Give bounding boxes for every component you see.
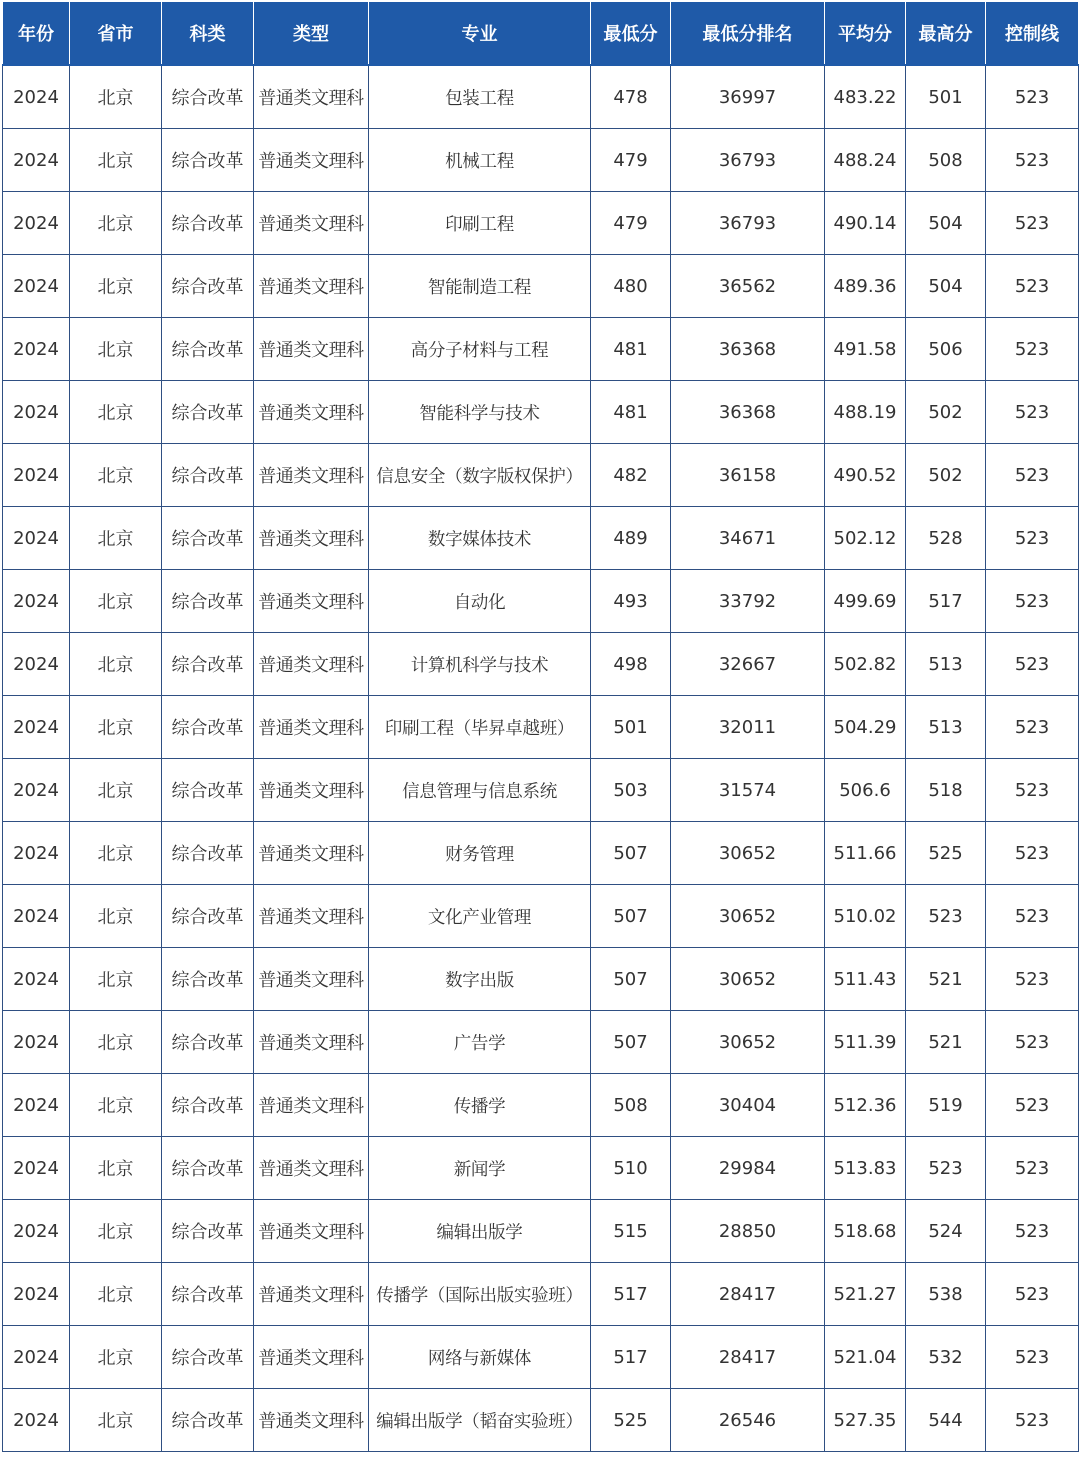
year-cell: 2024 bbox=[3, 1074, 70, 1137]
category-cell: 综合改革 bbox=[162, 1011, 254, 1074]
year-cell: 2024 bbox=[3, 1200, 70, 1263]
table-row bbox=[3, 759, 1079, 822]
max-score-cell: 521 bbox=[906, 948, 986, 1011]
category-cell: 综合改革 bbox=[162, 129, 254, 192]
category-cell: 综合改革 bbox=[162, 1137, 254, 1200]
category-cell: 综合改革 bbox=[162, 1074, 254, 1137]
min-rank-cell: 36793 bbox=[671, 192, 825, 255]
min-rank-cell: 30652 bbox=[671, 1011, 825, 1074]
year-cell: 2024 bbox=[3, 255, 70, 318]
avg-score-cell: 504.29 bbox=[825, 696, 906, 759]
table-body bbox=[3, 65, 1079, 1452]
major-cell: 财务管理 bbox=[369, 822, 591, 885]
avg-score-cell: 511.66 bbox=[825, 822, 906, 885]
min-rank-cell: 36368 bbox=[671, 381, 825, 444]
type-cell: 普通类文理科 bbox=[254, 507, 369, 570]
min-rank-cell: 36793 bbox=[671, 129, 825, 192]
min-rank-cell: 30404 bbox=[671, 1074, 825, 1137]
major-cell: 信息管理与信息系统 bbox=[369, 759, 591, 822]
province-cell: 北京 bbox=[70, 1326, 162, 1389]
avg-score-cell: 483.22 bbox=[825, 65, 906, 129]
min-rank-cell: 36997 bbox=[671, 65, 825, 129]
control-line-cell: 523 bbox=[986, 696, 1079, 759]
control-line-cell: 523 bbox=[986, 381, 1079, 444]
type-cell: 普通类文理科 bbox=[254, 1326, 369, 1389]
type-cell: 普通类文理科 bbox=[254, 381, 369, 444]
min-rank-cell: 26546 bbox=[671, 1389, 825, 1452]
min-rank-cell: 30652 bbox=[671, 822, 825, 885]
year-cell: 2024 bbox=[3, 381, 70, 444]
min-score-cell: 525 bbox=[591, 1389, 671, 1452]
max-score-cell: 538 bbox=[906, 1263, 986, 1326]
min-score-cell: 517 bbox=[591, 1263, 671, 1326]
major-cell: 高分子材料与工程 bbox=[369, 318, 591, 381]
control-line-cell: 523 bbox=[986, 507, 1079, 570]
category-cell: 综合改革 bbox=[162, 885, 254, 948]
max-score-cell: 508 bbox=[906, 129, 986, 192]
category-cell: 综合改革 bbox=[162, 1389, 254, 1452]
type-cell: 普通类文理科 bbox=[254, 822, 369, 885]
avg-score-cell: 510.02 bbox=[825, 885, 906, 948]
major-cell: 计算机科学与技术 bbox=[369, 633, 591, 696]
max-score-cell: 501 bbox=[906, 65, 986, 129]
province-cell: 北京 bbox=[70, 1200, 162, 1263]
min-rank-cell: 32011 bbox=[671, 696, 825, 759]
category-cell: 综合改革 bbox=[162, 381, 254, 444]
min-score-cell: 503 bbox=[591, 759, 671, 822]
table-row bbox=[3, 507, 1079, 570]
year-cell: 2024 bbox=[3, 65, 70, 129]
year-cell: 2024 bbox=[3, 1263, 70, 1326]
header-row bbox=[3, 2, 1079, 66]
min-score-cell: 489 bbox=[591, 507, 671, 570]
table-row bbox=[3, 1137, 1079, 1200]
control-line-cell: 523 bbox=[986, 1011, 1079, 1074]
avg-score-cell: 502.12 bbox=[825, 507, 906, 570]
province-cell: 北京 bbox=[70, 633, 162, 696]
column-header-category: 科类 bbox=[162, 2, 254, 66]
max-score-cell: 504 bbox=[906, 255, 986, 318]
control-line-cell: 523 bbox=[986, 1389, 1079, 1452]
max-score-cell: 513 bbox=[906, 633, 986, 696]
major-cell: 包装工程 bbox=[369, 65, 591, 129]
year-cell: 2024 bbox=[3, 633, 70, 696]
admission-score-table bbox=[2, 1, 1079, 1452]
table-row bbox=[3, 318, 1079, 381]
major-cell: 智能制造工程 bbox=[369, 255, 591, 318]
year-cell: 2024 bbox=[3, 1389, 70, 1452]
table-row bbox=[3, 129, 1079, 192]
category-cell: 综合改革 bbox=[162, 570, 254, 633]
type-cell: 普通类文理科 bbox=[254, 65, 369, 129]
control-line-cell: 523 bbox=[986, 1326, 1079, 1389]
type-cell: 普通类文理科 bbox=[254, 1011, 369, 1074]
control-line-cell: 523 bbox=[986, 192, 1079, 255]
major-cell: 信息安全（数字版权保护） bbox=[369, 444, 591, 507]
type-cell: 普通类文理科 bbox=[254, 1263, 369, 1326]
max-score-cell: 504 bbox=[906, 192, 986, 255]
category-cell: 综合改革 bbox=[162, 822, 254, 885]
min-score-cell: 479 bbox=[591, 129, 671, 192]
major-cell: 编辑出版学 bbox=[369, 1200, 591, 1263]
province-cell: 北京 bbox=[70, 318, 162, 381]
table-row bbox=[3, 633, 1079, 696]
major-cell: 网络与新媒体 bbox=[369, 1326, 591, 1389]
control-line-cell: 523 bbox=[986, 129, 1079, 192]
min-score-cell: 507 bbox=[591, 948, 671, 1011]
province-cell: 北京 bbox=[70, 885, 162, 948]
province-cell: 北京 bbox=[70, 381, 162, 444]
type-cell: 普通类文理科 bbox=[254, 885, 369, 948]
column-header-province: 省市 bbox=[70, 2, 162, 66]
year-cell: 2024 bbox=[3, 759, 70, 822]
avg-score-cell: 489.36 bbox=[825, 255, 906, 318]
year-cell: 2024 bbox=[3, 318, 70, 381]
type-cell: 普通类文理科 bbox=[254, 444, 369, 507]
table-row bbox=[3, 255, 1079, 318]
province-cell: 北京 bbox=[70, 822, 162, 885]
max-score-cell: 532 bbox=[906, 1326, 986, 1389]
control-line-cell: 523 bbox=[986, 1263, 1079, 1326]
major-cell: 编辑出版学（韬奋实验班） bbox=[369, 1389, 591, 1452]
max-score-cell: 502 bbox=[906, 444, 986, 507]
table-row bbox=[3, 948, 1079, 1011]
min-rank-cell: 36562 bbox=[671, 255, 825, 318]
control-line-cell: 523 bbox=[986, 948, 1079, 1011]
table-row bbox=[3, 1074, 1079, 1137]
province-cell: 北京 bbox=[70, 192, 162, 255]
type-cell: 普通类文理科 bbox=[254, 1074, 369, 1137]
province-cell: 北京 bbox=[70, 1263, 162, 1326]
control-line-cell: 523 bbox=[986, 255, 1079, 318]
control-line-cell: 523 bbox=[986, 1074, 1079, 1137]
province-cell: 北京 bbox=[70, 507, 162, 570]
year-cell: 2024 bbox=[3, 696, 70, 759]
min-score-cell: 481 bbox=[591, 381, 671, 444]
province-cell: 北京 bbox=[70, 696, 162, 759]
min-rank-cell: 36368 bbox=[671, 318, 825, 381]
category-cell: 综合改革 bbox=[162, 759, 254, 822]
column-header-avg-score: 平均分 bbox=[825, 2, 906, 66]
min-rank-cell: 28850 bbox=[671, 1200, 825, 1263]
year-cell: 2024 bbox=[3, 822, 70, 885]
min-score-cell: 507 bbox=[591, 822, 671, 885]
type-cell: 普通类文理科 bbox=[254, 948, 369, 1011]
type-cell: 普通类文理科 bbox=[254, 1200, 369, 1263]
major-cell: 文化产业管理 bbox=[369, 885, 591, 948]
avg-score-cell: 490.52 bbox=[825, 444, 906, 507]
min-rank-cell: 34671 bbox=[671, 507, 825, 570]
year-cell: 2024 bbox=[3, 1011, 70, 1074]
table-row bbox=[3, 192, 1079, 255]
table-row bbox=[3, 1011, 1079, 1074]
major-cell: 数字媒体技术 bbox=[369, 507, 591, 570]
max-score-cell: 513 bbox=[906, 696, 986, 759]
major-cell: 自动化 bbox=[369, 570, 591, 633]
province-cell: 北京 bbox=[70, 255, 162, 318]
province-cell: 北京 bbox=[70, 1011, 162, 1074]
table-row bbox=[3, 570, 1079, 633]
max-score-cell: 528 bbox=[906, 507, 986, 570]
category-cell: 综合改革 bbox=[162, 444, 254, 507]
year-cell: 2024 bbox=[3, 1137, 70, 1200]
type-cell: 普通类文理科 bbox=[254, 696, 369, 759]
control-line-cell: 523 bbox=[986, 1200, 1079, 1263]
category-cell: 综合改革 bbox=[162, 318, 254, 381]
control-line-cell: 523 bbox=[986, 318, 1079, 381]
year-cell: 2024 bbox=[3, 885, 70, 948]
year-cell: 2024 bbox=[3, 192, 70, 255]
major-cell: 机械工程 bbox=[369, 129, 591, 192]
min-score-cell: 498 bbox=[591, 633, 671, 696]
min-rank-cell: 32667 bbox=[671, 633, 825, 696]
max-score-cell: 523 bbox=[906, 1137, 986, 1200]
province-cell: 北京 bbox=[70, 129, 162, 192]
province-cell: 北京 bbox=[70, 65, 162, 129]
table-header bbox=[3, 2, 1079, 66]
min-score-cell: 481 bbox=[591, 318, 671, 381]
max-score-cell: 523 bbox=[906, 885, 986, 948]
max-score-cell: 506 bbox=[906, 318, 986, 381]
avg-score-cell: 521.04 bbox=[825, 1326, 906, 1389]
type-cell: 普通类文理科 bbox=[254, 129, 369, 192]
min-score-cell: 478 bbox=[591, 65, 671, 129]
year-cell: 2024 bbox=[3, 129, 70, 192]
min-score-cell: 480 bbox=[591, 255, 671, 318]
category-cell: 综合改革 bbox=[162, 192, 254, 255]
type-cell: 普通类文理科 bbox=[254, 633, 369, 696]
min-score-cell: 508 bbox=[591, 1074, 671, 1137]
max-score-cell: 502 bbox=[906, 381, 986, 444]
avg-score-cell: 488.24 bbox=[825, 129, 906, 192]
type-cell: 普通类文理科 bbox=[254, 1389, 369, 1452]
control-line-cell: 523 bbox=[986, 822, 1079, 885]
major-cell: 数字出版 bbox=[369, 948, 591, 1011]
category-cell: 综合改革 bbox=[162, 65, 254, 129]
column-header-min-rank: 最低分排名 bbox=[671, 2, 825, 66]
category-cell: 综合改革 bbox=[162, 696, 254, 759]
control-line-cell: 523 bbox=[986, 570, 1079, 633]
table-row bbox=[3, 1389, 1079, 1452]
type-cell: 普通类文理科 bbox=[254, 255, 369, 318]
province-cell: 北京 bbox=[70, 1074, 162, 1137]
max-score-cell: 525 bbox=[906, 822, 986, 885]
avg-score-cell: 506.6 bbox=[825, 759, 906, 822]
control-line-cell: 523 bbox=[986, 444, 1079, 507]
min-score-cell: 482 bbox=[591, 444, 671, 507]
control-line-cell: 523 bbox=[986, 633, 1079, 696]
category-cell: 综合改革 bbox=[162, 1200, 254, 1263]
column-header-type: 类型 bbox=[254, 2, 369, 66]
major-cell: 印刷工程 bbox=[369, 192, 591, 255]
column-header-control-line: 控制线 bbox=[986, 2, 1079, 66]
province-cell: 北京 bbox=[70, 1137, 162, 1200]
avg-score-cell: 488.19 bbox=[825, 381, 906, 444]
max-score-cell: 521 bbox=[906, 1011, 986, 1074]
table-row bbox=[3, 1326, 1079, 1389]
min-score-cell: 493 bbox=[591, 570, 671, 633]
max-score-cell: 524 bbox=[906, 1200, 986, 1263]
table-row bbox=[3, 381, 1079, 444]
year-cell: 2024 bbox=[3, 1326, 70, 1389]
avg-score-cell: 511.39 bbox=[825, 1011, 906, 1074]
min-rank-cell: 29984 bbox=[671, 1137, 825, 1200]
min-score-cell: 507 bbox=[591, 1011, 671, 1074]
major-cell: 印刷工程（毕昇卓越班） bbox=[369, 696, 591, 759]
avg-score-cell: 499.69 bbox=[825, 570, 906, 633]
category-cell: 综合改革 bbox=[162, 948, 254, 1011]
min-score-cell: 501 bbox=[591, 696, 671, 759]
province-cell: 北京 bbox=[70, 570, 162, 633]
major-cell: 智能科学与技术 bbox=[369, 381, 591, 444]
category-cell: 综合改革 bbox=[162, 507, 254, 570]
table-row bbox=[3, 696, 1079, 759]
table-row bbox=[3, 1263, 1079, 1326]
category-cell: 综合改革 bbox=[162, 255, 254, 318]
min-rank-cell: 28417 bbox=[671, 1263, 825, 1326]
column-header-max-score: 最高分 bbox=[906, 2, 986, 66]
min-rank-cell: 30652 bbox=[671, 885, 825, 948]
year-cell: 2024 bbox=[3, 507, 70, 570]
year-cell: 2024 bbox=[3, 948, 70, 1011]
avg-score-cell: 502.82 bbox=[825, 633, 906, 696]
column-header-min-score: 最低分 bbox=[591, 2, 671, 66]
type-cell: 普通类文理科 bbox=[254, 570, 369, 633]
major-cell: 新闻学 bbox=[369, 1137, 591, 1200]
type-cell: 普通类文理科 bbox=[254, 1137, 369, 1200]
major-cell: 传播学 bbox=[369, 1074, 591, 1137]
year-cell: 2024 bbox=[3, 444, 70, 507]
control-line-cell: 523 bbox=[986, 759, 1079, 822]
min-rank-cell: 36158 bbox=[671, 444, 825, 507]
category-cell: 综合改革 bbox=[162, 1326, 254, 1389]
min-rank-cell: 33792 bbox=[671, 570, 825, 633]
table-row bbox=[3, 885, 1079, 948]
avg-score-cell: 512.36 bbox=[825, 1074, 906, 1137]
max-score-cell: 517 bbox=[906, 570, 986, 633]
avg-score-cell: 513.83 bbox=[825, 1137, 906, 1200]
control-line-cell: 523 bbox=[986, 1137, 1079, 1200]
avg-score-cell: 511.43 bbox=[825, 948, 906, 1011]
avg-score-cell: 518.68 bbox=[825, 1200, 906, 1263]
max-score-cell: 544 bbox=[906, 1389, 986, 1452]
min-score-cell: 517 bbox=[591, 1326, 671, 1389]
min-score-cell: 510 bbox=[591, 1137, 671, 1200]
max-score-cell: 518 bbox=[906, 759, 986, 822]
category-cell: 综合改革 bbox=[162, 1263, 254, 1326]
province-cell: 北京 bbox=[70, 1389, 162, 1452]
avg-score-cell: 490.14 bbox=[825, 192, 906, 255]
major-cell: 广告学 bbox=[369, 1011, 591, 1074]
control-line-cell: 523 bbox=[986, 65, 1079, 129]
table-row bbox=[3, 444, 1079, 507]
province-cell: 北京 bbox=[70, 759, 162, 822]
major-cell: 传播学（国际出版实验班） bbox=[369, 1263, 591, 1326]
control-line-cell: 523 bbox=[986, 885, 1079, 948]
min-score-cell: 507 bbox=[591, 885, 671, 948]
category-cell: 综合改革 bbox=[162, 633, 254, 696]
table-row bbox=[3, 822, 1079, 885]
province-cell: 北京 bbox=[70, 444, 162, 507]
type-cell: 普通类文理科 bbox=[254, 192, 369, 255]
avg-score-cell: 527.35 bbox=[825, 1389, 906, 1452]
avg-score-cell: 491.58 bbox=[825, 318, 906, 381]
max-score-cell: 519 bbox=[906, 1074, 986, 1137]
table-row bbox=[3, 65, 1079, 129]
min-rank-cell: 28417 bbox=[671, 1326, 825, 1389]
min-rank-cell: 31574 bbox=[671, 759, 825, 822]
table-row bbox=[3, 1200, 1079, 1263]
year-cell: 2024 bbox=[3, 570, 70, 633]
min-rank-cell: 30652 bbox=[671, 948, 825, 1011]
type-cell: 普通类文理科 bbox=[254, 318, 369, 381]
min-score-cell: 515 bbox=[591, 1200, 671, 1263]
type-cell: 普通类文理科 bbox=[254, 759, 369, 822]
min-score-cell: 479 bbox=[591, 192, 671, 255]
avg-score-cell: 521.27 bbox=[825, 1263, 906, 1326]
column-header-major: 专业 bbox=[369, 2, 591, 66]
column-header-year: 年份 bbox=[3, 2, 70, 66]
province-cell: 北京 bbox=[70, 948, 162, 1011]
